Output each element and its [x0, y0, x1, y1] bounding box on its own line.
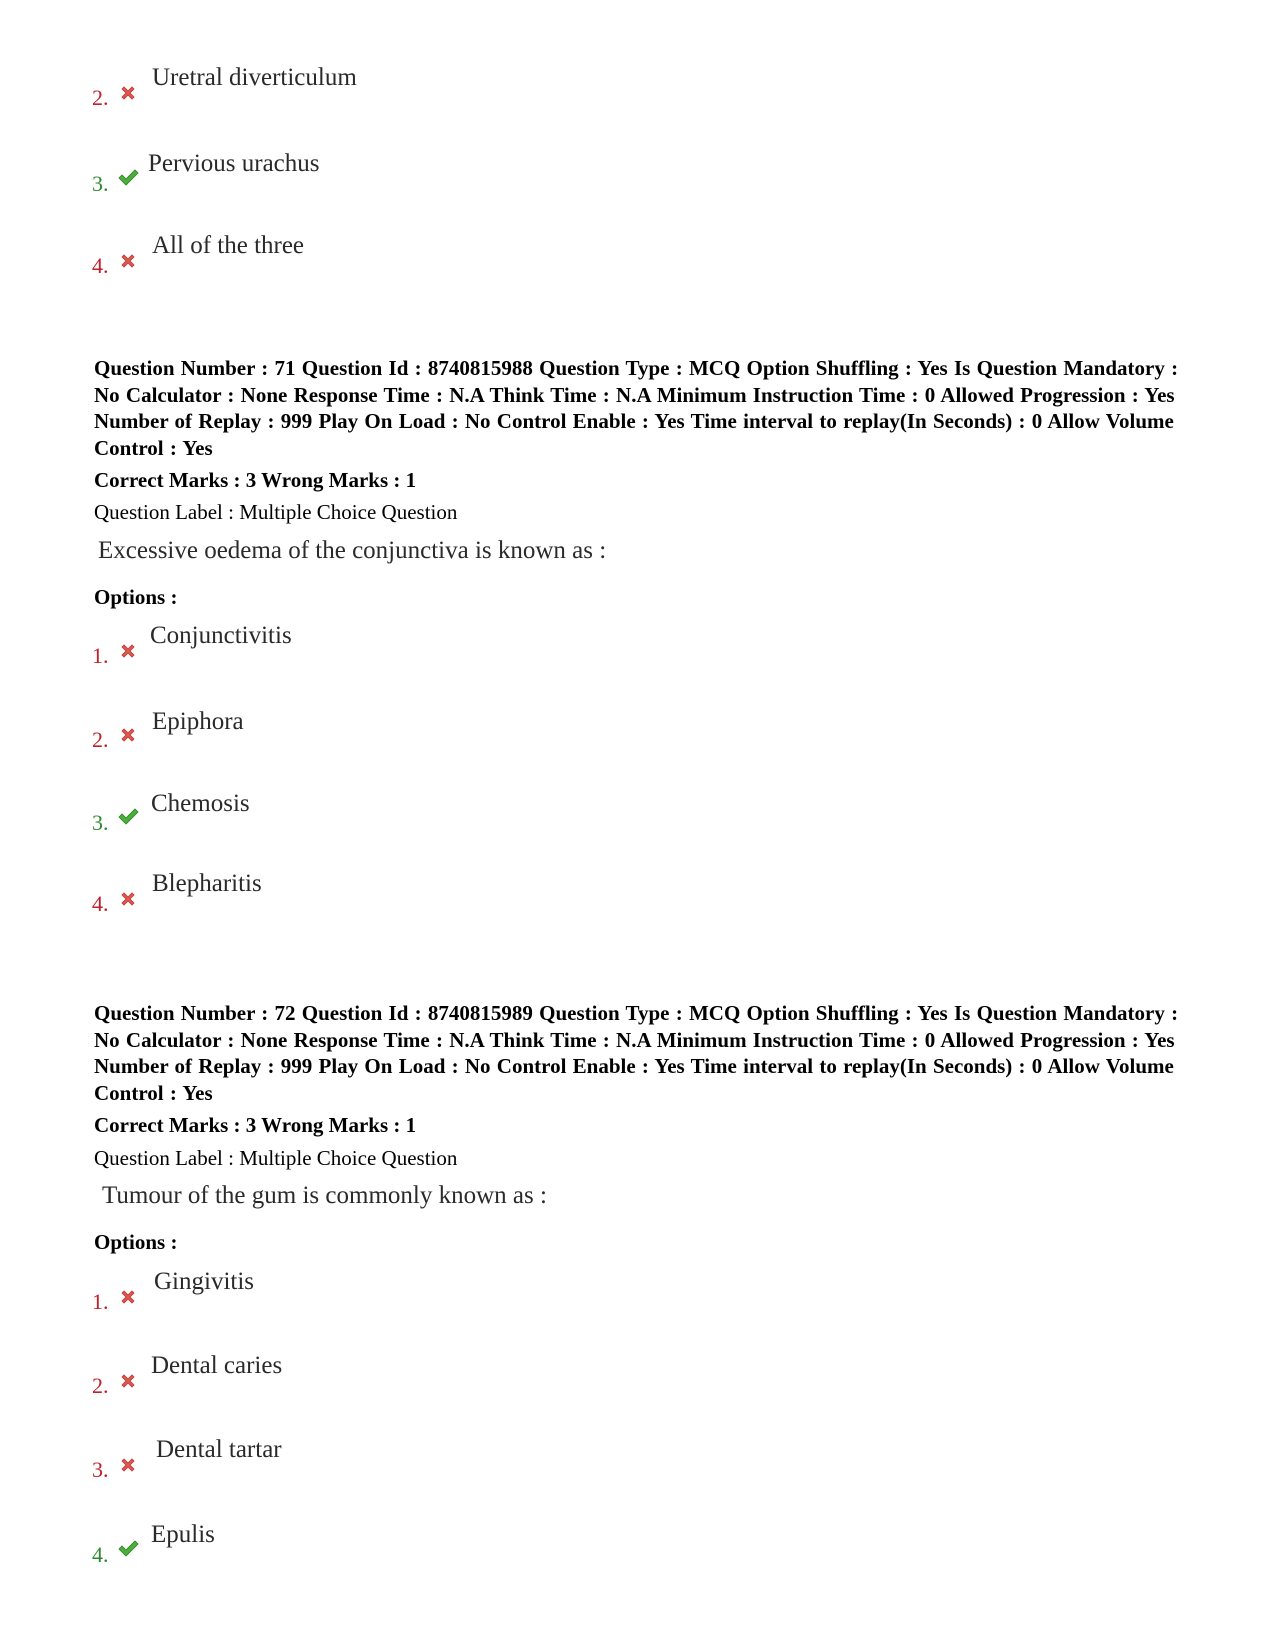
option-number: 2. [92, 727, 109, 752]
option-text: Pervious urachus [148, 150, 320, 177]
option-text: Epulis [151, 1521, 215, 1548]
question-meta: Question Number : 72 Question Id : 8740815989 Question Type : MCQ Option Shuffling : Yes Is Question Mandatory : No Calculator : None Response Time : N.A Think Time : N.A Minimum Instruction Time : 0 Allowed Progression : Yes Number of Replay : 999 Play On Load : No Control Enable : Yes Time interval to replay(In Seconds) : 0 Allow Volume Control : Yes [94, 1001, 1179, 1105]
check-icon [117, 805, 139, 827]
question-marks: Correct Marks : 3 Wrong Marks : 1 [94, 468, 417, 492]
question-marks: Correct Marks : 3 Wrong Marks : 1 [94, 1113, 417, 1137]
options-label: Options : [94, 1230, 178, 1254]
option-text: Dental tartar [156, 1436, 282, 1463]
option-text: Uretral diverticulum [152, 64, 357, 91]
option-text: Conjunctivitis [150, 622, 292, 649]
option-text: All of the three [152, 232, 305, 259]
option-text: Blepharitis [152, 870, 262, 897]
options-label: Options : [94, 585, 178, 609]
option-number: 4. [92, 253, 109, 278]
option-number: 3. [92, 1457, 109, 1482]
question-label: Question Label : Multiple Choice Question [94, 500, 458, 524]
question-text: Excessive oedema of the conjunctiva is known as : [98, 537, 607, 564]
option-text: Gingivitis [154, 1268, 255, 1295]
option-text: Dental caries [151, 1352, 283, 1379]
option-number: 1. [92, 643, 109, 668]
option-number: 2. [92, 1373, 109, 1398]
option-text: Epiphora [152, 708, 244, 735]
cross-icon [117, 888, 139, 910]
option-number: 4. [92, 1542, 109, 1567]
question-text: Tumour of the gum is commonly known as : [102, 1182, 547, 1209]
cross-icon [117, 1370, 139, 1392]
option-number: 4. [92, 891, 109, 916]
cross-icon [117, 250, 139, 272]
check-icon [117, 166, 139, 188]
cross-icon [117, 724, 139, 746]
check-icon [117, 1537, 139, 1559]
question-meta: Question Number : 71 Question Id : 8740815988 Question Type : MCQ Option Shuffling : Yes Is Question Mandatory : No Calculator : None Response Time : N.A Think Time : N.A Minimum Instruction Time : 0 Allowed Progression : Yes Number of Replay : 999 Play On Load : No Control Enable : Yes Time interval to replay(In Seconds) : 0 Allow Volume Control : Yes [94, 356, 1179, 460]
cross-icon [117, 640, 139, 662]
cross-icon [117, 1286, 139, 1308]
cross-icon [117, 82, 139, 104]
option-number: 1. [92, 1289, 109, 1314]
question-label: Question Label : Multiple Choice Question [94, 1146, 458, 1170]
option-number: 3. [92, 810, 109, 835]
option-number: 3. [92, 171, 109, 196]
option-number: 2. [92, 85, 109, 110]
option-text: Chemosis [151, 790, 250, 817]
cross-icon [117, 1454, 139, 1476]
